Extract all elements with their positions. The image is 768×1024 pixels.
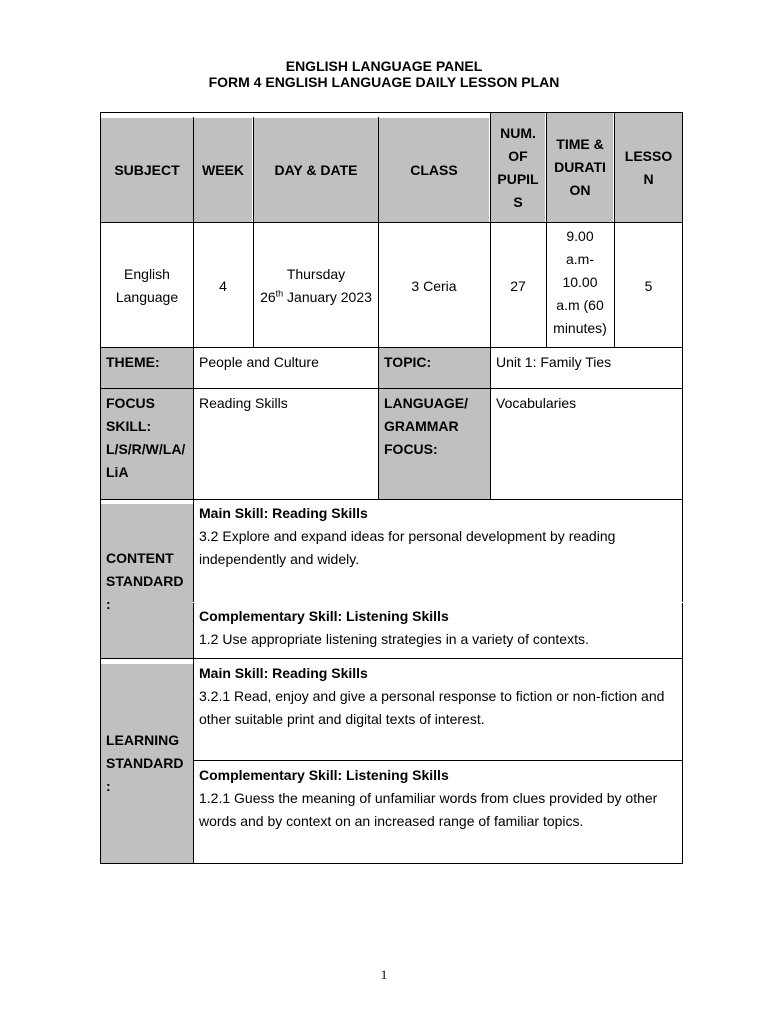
- header-subject: SUBJECT: [101, 118, 193, 222]
- learning-main-skill: [194, 659, 682, 760]
- cell-day: Thursday: [286, 266, 346, 282]
- cell-subject: English Language: [115, 266, 179, 305]
- header-day-date: DAY & DATE: [254, 118, 378, 222]
- header-week: WEEK: [194, 118, 252, 222]
- content-main-title: Main Skill: Reading Skills: [199, 505, 368, 521]
- theme-label: THEME:: [101, 348, 193, 388]
- header-time-duration: TIME & DURATI ON: [547, 113, 613, 222]
- lesson-plan-title: FORM 4 ENGLISH LANGUAGE DAILY LESSON PLAN: [208, 74, 560, 90]
- grammar-label: LANGUAGE/ GRAMMAR FOCUS:: [379, 389, 490, 499]
- topic-value: Unit 1: Family Ties: [496, 354, 612, 370]
- cell-week: 4: [219, 277, 227, 294]
- theme-value: People and Culture: [199, 354, 319, 370]
- header-lesson: LESSO N: [615, 113, 682, 222]
- topic-label: TOPIC:: [379, 348, 490, 388]
- cell-date: 26th January 2023: [260, 288, 372, 305]
- learning-comp-skill: [194, 761, 682, 863]
- cell-class: 3 Ceria: [411, 277, 457, 294]
- cell-lesson: 5: [644, 277, 653, 294]
- content-comp-title: Complementary Skill: Listening Skills: [199, 608, 449, 624]
- cell-time: 9.00 a.m- 10.00 a.m (60 minutes): [553, 227, 607, 336]
- learning-comp-title: Complementary Skill: Listening Skills: [199, 767, 449, 783]
- cell-num-pupils: 27: [510, 277, 526, 294]
- content-main-skill: [194, 499, 682, 599]
- learning-main-text: 3.2.1 Read, enjoy and give a personal response to fiction or non-fiction and other suitable print and digital texts of interest.: [199, 688, 665, 727]
- content-comp-skill: [194, 602, 682, 658]
- header-num-pupils: NUM. OF PUPIL S: [491, 113, 545, 222]
- content-main-text: 3.2 Explore and expand ideas for personal development by reading independently and widely.: [199, 528, 616, 567]
- learning-main-title: Main Skill: Reading Skills: [199, 665, 368, 681]
- panel-title: ENGLISH LANGUAGE PANEL: [285, 58, 483, 74]
- header-class: CLASS: [379, 118, 489, 222]
- cell-day-date: [254, 226, 378, 346]
- content-comp-text: 1.2 Use appropriate listening strategies in a variety of contexts.: [199, 631, 589, 647]
- learning-comp-text: 1.2.1 Guess the meaning of unfamiliar words from clues provided by other words and by context on an increased range of familiar topics.: [199, 790, 658, 829]
- focus-label: FOCUS SKILL: L/S/R/W/LA/ LiA: [101, 389, 193, 499]
- page-number: 1: [380, 967, 388, 982]
- content-standard-label: CONTENT STANDARD :: [101, 504, 193, 658]
- learning-standard-label: LEARNING STANDARD :: [101, 664, 193, 863]
- focus-value: Reading Skills: [199, 395, 288, 411]
- grammar-value: Vocabularies: [496, 395, 577, 411]
